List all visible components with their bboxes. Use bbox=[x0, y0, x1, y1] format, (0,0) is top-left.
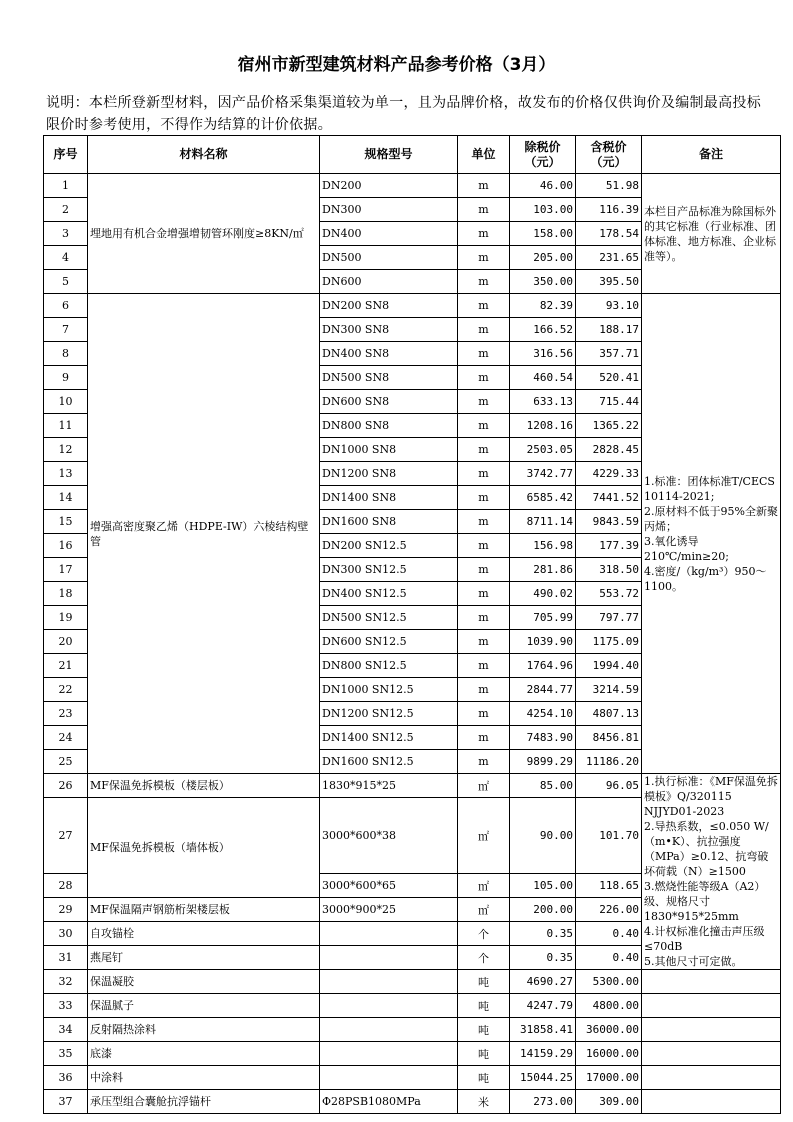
spec-cell: 1830*915*25 bbox=[320, 774, 458, 798]
unit-cell: m bbox=[458, 198, 510, 222]
seq-cell: 21 bbox=[44, 654, 88, 678]
spec-cell: DN400 SN12.5 bbox=[320, 582, 458, 606]
pre-tax-price-cell: 0.35 bbox=[510, 922, 576, 946]
pre-tax-price-cell: 350.00 bbox=[510, 270, 576, 294]
with-tax-price-cell: 0.40 bbox=[576, 922, 642, 946]
material-name-cell: 燕尾钉 bbox=[88, 946, 320, 970]
with-tax-price-cell: 0.40 bbox=[576, 946, 642, 970]
unit-cell: m bbox=[458, 438, 510, 462]
pre-tax-price-cell: 14159.29 bbox=[510, 1042, 576, 1066]
with-tax-price-cell: 520.41 bbox=[576, 366, 642, 390]
material-name-cell: 自攻锚栓 bbox=[88, 922, 320, 946]
spec-cell: DN400 bbox=[320, 222, 458, 246]
spec-cell: DN1200 SN8 bbox=[320, 462, 458, 486]
unit-cell: ㎡ bbox=[458, 798, 510, 874]
table-row bbox=[44, 994, 781, 1018]
remark-cell bbox=[642, 1018, 781, 1042]
seq-cell: 37 bbox=[44, 1090, 88, 1114]
spec-cell: 3000*600*65 bbox=[320, 874, 458, 898]
seq-cell: 32 bbox=[44, 970, 88, 994]
seq-cell: 29 bbox=[44, 898, 88, 922]
seq-cell: 3 bbox=[44, 222, 88, 246]
with-tax-price-cell: 1175.09 bbox=[576, 630, 642, 654]
unit-cell: ㎡ bbox=[458, 774, 510, 798]
pre-tax-price-cell: 3742.77 bbox=[510, 462, 576, 486]
seq-cell: 36 bbox=[44, 1066, 88, 1090]
with-tax-price-cell: 553.72 bbox=[576, 582, 642, 606]
pre-tax-price-cell: 316.56 bbox=[510, 342, 576, 366]
header-seq: 序号 bbox=[44, 136, 88, 174]
seq-cell: 26 bbox=[44, 774, 88, 798]
seq-cell: 25 bbox=[44, 750, 88, 774]
table-row bbox=[44, 1090, 781, 1114]
table-row bbox=[44, 1042, 781, 1066]
seq-cell: 6 bbox=[44, 294, 88, 318]
unit-cell: m bbox=[458, 270, 510, 294]
with-tax-price-cell: 11186.20 bbox=[576, 750, 642, 774]
material-name-cell: 中涂料 bbox=[88, 1066, 320, 1090]
spec-cell: Φ28PSB1080MPa bbox=[320, 1090, 458, 1114]
unit-cell: m bbox=[458, 486, 510, 510]
pre-tax-price-cell: 158.00 bbox=[510, 222, 576, 246]
seq-cell: 22 bbox=[44, 678, 88, 702]
with-tax-price-cell: 16000.00 bbox=[576, 1042, 642, 1066]
unit-cell: m bbox=[458, 678, 510, 702]
pre-tax-price-cell: 7483.90 bbox=[510, 726, 576, 750]
unit-cell: ㎡ bbox=[458, 898, 510, 922]
seq-cell: 27 bbox=[44, 798, 88, 874]
spec-cell: DN300 bbox=[320, 198, 458, 222]
table-row bbox=[44, 1066, 781, 1090]
spec-cell: DN400 SN8 bbox=[320, 342, 458, 366]
pre-tax-price-cell: 31858.41 bbox=[510, 1018, 576, 1042]
unit-cell: ㎡ bbox=[458, 874, 510, 898]
pre-tax-price-cell: 1039.90 bbox=[510, 630, 576, 654]
with-tax-price-cell: 2828.45 bbox=[576, 438, 642, 462]
spec-cell bbox=[320, 946, 458, 970]
unit-cell: m bbox=[458, 174, 510, 198]
table-row bbox=[44, 774, 781, 798]
with-tax-price-cell: 309.00 bbox=[576, 1090, 642, 1114]
spec-cell: DN300 SN8 bbox=[320, 318, 458, 342]
spec-cell: DN200 SN8 bbox=[320, 294, 458, 318]
with-tax-price-cell: 357.71 bbox=[576, 342, 642, 366]
seq-cell: 30 bbox=[44, 922, 88, 946]
pre-tax-price-cell: 490.02 bbox=[510, 582, 576, 606]
unit-cell: m bbox=[458, 534, 510, 558]
unit-cell: m bbox=[458, 702, 510, 726]
seq-cell: 15 bbox=[44, 510, 88, 534]
header-with-tax: 含税价 （元） bbox=[576, 136, 642, 174]
seq-cell: 28 bbox=[44, 874, 88, 898]
material-name-cell: 承压型组合囊舱抗浮锚杆 bbox=[88, 1090, 320, 1114]
with-tax-price-cell: 116.39 bbox=[576, 198, 642, 222]
unit-cell: 吨 bbox=[458, 970, 510, 994]
unit-cell: m bbox=[458, 654, 510, 678]
unit-cell: m bbox=[458, 318, 510, 342]
unit-cell: m bbox=[458, 246, 510, 270]
with-tax-price-cell: 1365.22 bbox=[576, 414, 642, 438]
pre-tax-price-cell: 166.52 bbox=[510, 318, 576, 342]
spec-cell: DN200 SN12.5 bbox=[320, 534, 458, 558]
spec-cell: DN600 SN12.5 bbox=[320, 630, 458, 654]
remark-cell bbox=[642, 1090, 781, 1114]
pre-tax-price-cell: 4690.27 bbox=[510, 970, 576, 994]
unit-cell: 个 bbox=[458, 922, 510, 946]
header-remark: 备注 bbox=[642, 136, 781, 174]
with-tax-price-cell: 9843.59 bbox=[576, 510, 642, 534]
pre-tax-price-cell: 15044.25 bbox=[510, 1066, 576, 1090]
material-name-cell: 底漆 bbox=[88, 1042, 320, 1066]
unit-cell: m bbox=[458, 222, 510, 246]
spec-cell: DN600 bbox=[320, 270, 458, 294]
with-tax-price-cell: 797.77 bbox=[576, 606, 642, 630]
unit-cell: m bbox=[458, 366, 510, 390]
with-tax-price-cell: 188.17 bbox=[576, 318, 642, 342]
seq-cell: 10 bbox=[44, 390, 88, 414]
with-tax-price-cell: 5300.00 bbox=[576, 970, 642, 994]
seq-cell: 34 bbox=[44, 1018, 88, 1042]
table-row bbox=[44, 970, 781, 994]
seq-cell: 17 bbox=[44, 558, 88, 582]
seq-cell: 20 bbox=[44, 630, 88, 654]
spec-cell: DN1400 SN8 bbox=[320, 486, 458, 510]
remark-cell: 1.标准：团体标准T/CECS 10114-2021; 2.原材料不低于95%全新聚丙烯； 3.氧化诱导210℃/min≥20; 4.密度/（kg/m³）950～1100。 bbox=[642, 294, 781, 774]
pre-tax-price-cell: 156.98 bbox=[510, 534, 576, 558]
seq-cell: 24 bbox=[44, 726, 88, 750]
seq-cell: 33 bbox=[44, 994, 88, 1018]
pre-tax-price-cell: 103.00 bbox=[510, 198, 576, 222]
pre-tax-price-cell: 200.00 bbox=[510, 898, 576, 922]
seq-cell: 8 bbox=[44, 342, 88, 366]
pre-tax-price-cell: 460.54 bbox=[510, 366, 576, 390]
spec-cell: DN500 bbox=[320, 246, 458, 270]
pre-tax-price-cell: 2503.05 bbox=[510, 438, 576, 462]
seq-cell: 18 bbox=[44, 582, 88, 606]
material-name-cell: 保温凝胶 bbox=[88, 970, 320, 994]
table-header-row bbox=[44, 136, 781, 174]
remark-cell bbox=[642, 1066, 781, 1090]
unit-cell: m bbox=[458, 558, 510, 582]
seq-cell: 19 bbox=[44, 606, 88, 630]
unit-cell: m bbox=[458, 462, 510, 486]
unit-cell: m bbox=[458, 414, 510, 438]
pre-tax-price-cell: 633.13 bbox=[510, 390, 576, 414]
unit-cell: m bbox=[458, 726, 510, 750]
pre-tax-price-cell: 90.00 bbox=[510, 798, 576, 874]
spec-cell: DN600 SN8 bbox=[320, 390, 458, 414]
header-name: 材料名称 bbox=[88, 136, 320, 174]
remark-cell bbox=[642, 1042, 781, 1066]
pre-tax-price-cell: 8711.14 bbox=[510, 510, 576, 534]
unit-cell: m bbox=[458, 294, 510, 318]
pre-tax-price-cell: 82.39 bbox=[510, 294, 576, 318]
pre-tax-price-cell: 273.00 bbox=[510, 1090, 576, 1114]
unit-cell: m bbox=[458, 342, 510, 366]
spec-cell: 3000*900*25 bbox=[320, 898, 458, 922]
with-tax-price-cell: 8456.81 bbox=[576, 726, 642, 750]
pre-tax-price-cell: 46.00 bbox=[510, 174, 576, 198]
unit-cell: 吨 bbox=[458, 1042, 510, 1066]
with-tax-price-cell: 231.65 bbox=[576, 246, 642, 270]
unit-cell: 个 bbox=[458, 946, 510, 970]
unit-cell: m bbox=[458, 390, 510, 414]
seq-cell: 5 bbox=[44, 270, 88, 294]
material-name-cell: MF保温隔声钢筋桁架楼层板 bbox=[88, 898, 320, 922]
seq-cell: 11 bbox=[44, 414, 88, 438]
spec-cell: DN1000 SN12.5 bbox=[320, 678, 458, 702]
spec-cell bbox=[320, 1066, 458, 1090]
with-tax-price-cell: 118.65 bbox=[576, 874, 642, 898]
spec-cell: DN500 SN12.5 bbox=[320, 606, 458, 630]
pre-tax-price-cell: 2844.77 bbox=[510, 678, 576, 702]
pre-tax-price-cell: 0.35 bbox=[510, 946, 576, 970]
with-tax-price-cell: 1994.40 bbox=[576, 654, 642, 678]
header-spec: 规格型号 bbox=[320, 136, 458, 174]
unit-cell: m bbox=[458, 750, 510, 774]
pre-tax-price-cell: 1764.96 bbox=[510, 654, 576, 678]
spec-cell: DN500 SN8 bbox=[320, 366, 458, 390]
unit-cell: 吨 bbox=[458, 1018, 510, 1042]
with-tax-price-cell: 4229.33 bbox=[576, 462, 642, 486]
spec-cell: DN200 bbox=[320, 174, 458, 198]
with-tax-price-cell: 178.54 bbox=[576, 222, 642, 246]
pre-tax-price-cell: 4254.10 bbox=[510, 702, 576, 726]
remark-cell: 1.执行标准：《MF保温免拆模板》Q/320115 NJJYD01-2023 2.导热系数，≤0.050 W/（m•K）、抗拉强度（MPa）≥0.12、抗弯破坏荷载（N）≥1500 3.燃烧性能等级A（A2）级、规格尺寸1830*915*25mm 4.计权标准化撞击声压级≤70dB 5.其他尺寸可定做。 bbox=[642, 774, 781, 970]
spec-cell bbox=[320, 970, 458, 994]
spec-cell: DN800 SN8 bbox=[320, 414, 458, 438]
with-tax-price-cell: 4807.13 bbox=[576, 702, 642, 726]
seq-cell: 14 bbox=[44, 486, 88, 510]
with-tax-price-cell: 3214.59 bbox=[576, 678, 642, 702]
unit-cell: 吨 bbox=[458, 1066, 510, 1090]
spec-cell: DN1600 SN12.5 bbox=[320, 750, 458, 774]
seq-cell: 23 bbox=[44, 702, 88, 726]
with-tax-price-cell: 51.98 bbox=[576, 174, 642, 198]
seq-cell: 9 bbox=[44, 366, 88, 390]
with-tax-price-cell: 93.10 bbox=[576, 294, 642, 318]
spec-cell bbox=[320, 922, 458, 946]
unit-cell: m bbox=[458, 630, 510, 654]
with-tax-price-cell: 318.50 bbox=[576, 558, 642, 582]
seq-cell: 4 bbox=[44, 246, 88, 270]
seq-cell: 7 bbox=[44, 318, 88, 342]
pre-tax-price-cell: 4247.79 bbox=[510, 994, 576, 1018]
material-name-cell: MF保温免拆模板（墙体板） bbox=[88, 798, 320, 898]
material-name-cell: 埋地用有机合金增强增韧管环刚度≥8KN/㎡ bbox=[88, 174, 320, 294]
spec-cell: DN300 SN12.5 bbox=[320, 558, 458, 582]
spec-cell: 3000*600*38 bbox=[320, 798, 458, 874]
pre-tax-price-cell: 9899.29 bbox=[510, 750, 576, 774]
seq-cell: 1 bbox=[44, 174, 88, 198]
table-row bbox=[44, 174, 781, 198]
seq-cell: 2 bbox=[44, 198, 88, 222]
spec-cell: DN1200 SN12.5 bbox=[320, 702, 458, 726]
material-name-cell: MF保温免拆模板（楼层板） bbox=[88, 774, 320, 798]
spec-cell bbox=[320, 1018, 458, 1042]
spec-cell bbox=[320, 1042, 458, 1066]
spec-cell bbox=[320, 994, 458, 1018]
pre-tax-price-cell: 281.86 bbox=[510, 558, 576, 582]
pre-tax-price-cell: 705.99 bbox=[510, 606, 576, 630]
seq-cell: 12 bbox=[44, 438, 88, 462]
with-tax-price-cell: 395.50 bbox=[576, 270, 642, 294]
spec-cell: DN1600 SN8 bbox=[320, 510, 458, 534]
remark-cell: 本栏目产品标准为除国标外的其它标准（行业标准、团体标准、地方标准、企业标准等）。 bbox=[642, 174, 781, 294]
spec-cell: DN1400 SN12.5 bbox=[320, 726, 458, 750]
pre-tax-price-cell: 205.00 bbox=[510, 246, 576, 270]
price-table bbox=[43, 135, 781, 1114]
pre-tax-price-cell: 85.00 bbox=[510, 774, 576, 798]
remark-cell bbox=[642, 994, 781, 1018]
table-row bbox=[44, 1018, 781, 1042]
with-tax-price-cell: 17000.00 bbox=[576, 1066, 642, 1090]
seq-cell: 16 bbox=[44, 534, 88, 558]
spec-cell: DN800 SN12.5 bbox=[320, 654, 458, 678]
with-tax-price-cell: 36000.00 bbox=[576, 1018, 642, 1042]
material-name-cell: 反射隔热涂料 bbox=[88, 1018, 320, 1042]
pre-tax-price-cell: 105.00 bbox=[510, 874, 576, 898]
with-tax-price-cell: 715.44 bbox=[576, 390, 642, 414]
unit-cell: m bbox=[458, 582, 510, 606]
unit-cell: m bbox=[458, 606, 510, 630]
header-unit: 单位 bbox=[458, 136, 510, 174]
seq-cell: 31 bbox=[44, 946, 88, 970]
with-tax-price-cell: 96.05 bbox=[576, 774, 642, 798]
with-tax-price-cell: 101.70 bbox=[576, 798, 642, 874]
page-title: 宿州市新型建筑材料产品参考价格（3月） bbox=[237, 55, 556, 75]
header-pre-tax: 除税价 （元） bbox=[510, 136, 576, 174]
unit-cell: 吨 bbox=[458, 994, 510, 1018]
with-tax-price-cell: 226.00 bbox=[576, 898, 642, 922]
remark-cell bbox=[642, 970, 781, 994]
unit-cell: 米 bbox=[458, 1090, 510, 1114]
with-tax-price-cell: 177.39 bbox=[576, 534, 642, 558]
pre-tax-price-cell: 6585.42 bbox=[510, 486, 576, 510]
spec-cell: DN1000 SN8 bbox=[320, 438, 458, 462]
seq-cell: 13 bbox=[44, 462, 88, 486]
description-note: 说明：本栏所登新型材料，因产品价格采集渠道较为单一，且为品牌价格，故发布的价格仅供询价及编制最高投标限价时参考使用，不得作为结算的计价依据。 bbox=[46, 95, 761, 133]
seq-cell: 35 bbox=[44, 1042, 88, 1066]
material-name-cell: 保温腻子 bbox=[88, 994, 320, 1018]
pre-tax-price-cell: 1208.16 bbox=[510, 414, 576, 438]
material-name-cell: 增强高密度聚乙烯（HDPE-IW）六棱结构壁管 bbox=[88, 294, 320, 774]
unit-cell: m bbox=[458, 510, 510, 534]
table-row bbox=[44, 294, 781, 318]
with-tax-price-cell: 7441.52 bbox=[576, 486, 642, 510]
with-tax-price-cell: 4800.00 bbox=[576, 994, 642, 1018]
